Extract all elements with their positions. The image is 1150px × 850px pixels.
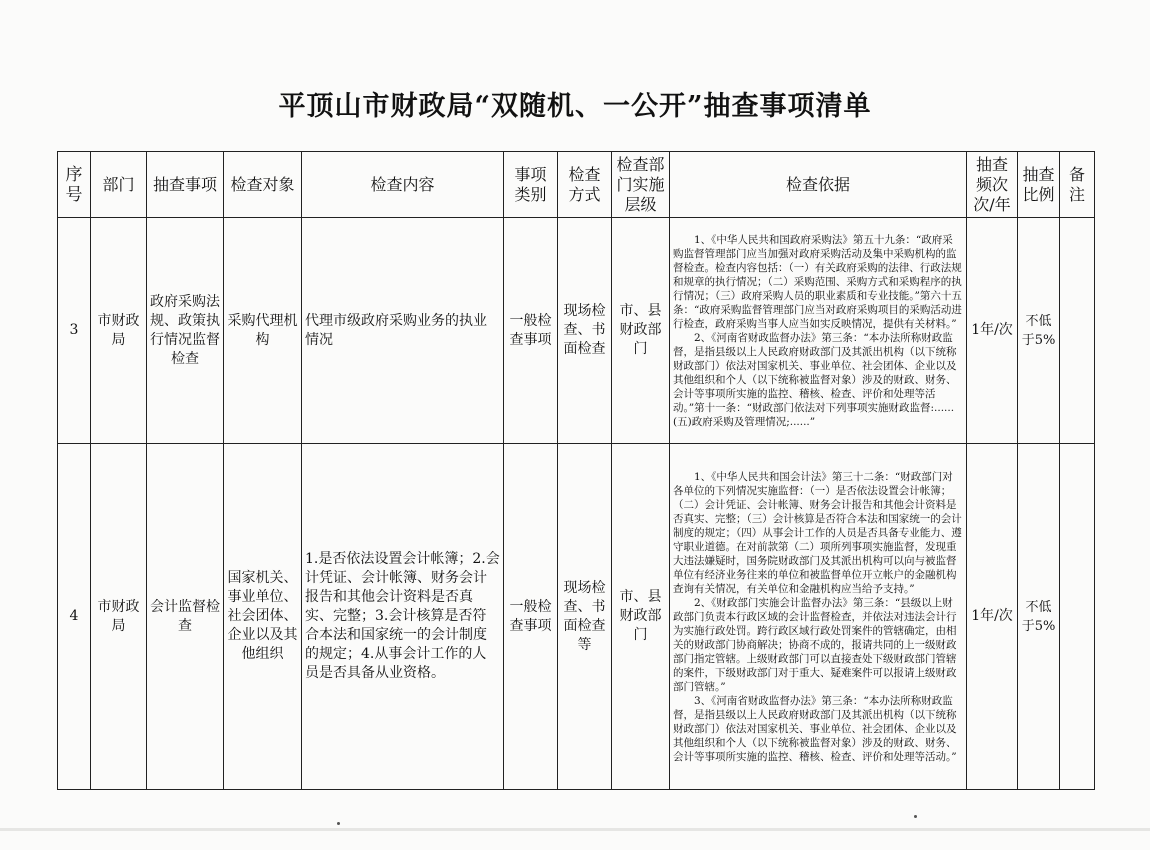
scan-speck <box>337 822 340 825</box>
row-category: 一般检查事项 <box>504 218 558 444</box>
basis-paragraph: 1、《中华人民共和国政府采购法》第五十九条：“政府采购监督管理部门应当加强对政府采购活动及集中采购机构的监督检查。检查内容包括：（一）有关政府采购的法律、行政法规和规章的执行情况；（二）采购范围、采购方式和采购程序的执行情况；（三）政府采购人员的职业素质和专业技能。”第六十五条：“政府采购监督管理部门应当对政府采购项目的采购活动进行检查，政府采购当事人应当如实反映情况，提供有关材料。” <box>673 233 962 330</box>
row-content: 代理市级政府采购业务的执业情况 <box>302 218 504 444</box>
header-method: 检查方式 <box>558 152 612 218</box>
row-method: 现场检查、书面检查 <box>558 218 612 444</box>
row-dept: 市财政局 <box>91 218 147 444</box>
header-remark: 备注 <box>1060 152 1095 218</box>
header-frequency: 抽查频次次/年 <box>967 152 1018 218</box>
row-frequency: 1年/次 <box>967 218 1018 444</box>
row-seq: 4 <box>58 444 91 790</box>
row-item: 会计监督检查 <box>147 444 224 790</box>
table-row <box>58 444 1095 790</box>
header-content: 检查内容 <box>302 152 504 218</box>
table-row <box>58 218 1095 444</box>
basis-paragraph: 2、《河南省财政监督办法》第三条：“本办法所称财政监督，是指县级以上人民政府财政部门及其派出机构（以下统称财政部门）依法对国家机关、事业单位、社会团体、企业以及其他组织和个人（以下统称被监督对象）涉及的财政、财务、会计等事项所实施的监控、稽核、检查、评价和处理等活动。”第十一条：“财政部门依法对下列事项实施财政监督:......(五)政府采购及管理情况;......” <box>673 331 957 428</box>
row-dept: 市财政局 <box>91 444 147 790</box>
row-target: 国家机关、事业单位、社会团体、企业以及其他组织 <box>224 444 302 790</box>
header-basis: 检查依据 <box>670 152 967 218</box>
header-level: 检查部门实施层级 <box>612 152 670 218</box>
row-content: 1.是否依法设置会计帐簿；2.会计凭证、会计帐簿、财务会计报告和其他会计资料是否真实、完整；3.会计核算是否符合本法和国家统一的会计制度的规定；4.从事会计工作的人员是否具备从业资格。 <box>302 444 504 790</box>
row-frequency: 1年/次 <box>967 444 1018 790</box>
row-remark <box>1060 444 1095 790</box>
basis-paragraph: 1、《中华人民共和国会计法》第三十二条：“财政部门对各单位的下列情况实施监督：（一）是否依法设置会计帐簿；（二）会计凭证、会计帐簿、财务会计报告和其他会计资料是否真实、完整；（三）会计核算是否符合本法和国家统一的会计制度的规定；（四）从事会计工作的人员是否具备专业能力、遵守职业道德。在对前款第（二）项所列事项实施监督，发现重大违法嫌疑时，国务院财政部门及其派出机构可以向与被监督单位有经济业务往来的单位和被监督单位开立帐户的金融机构查询有关情况，有关单位和金融机构应当给予支持。” <box>673 470 962 595</box>
row-basis <box>670 218 967 444</box>
page-title: 平顶山市财政局“双随机、一公开”抽查事项清单 <box>278 91 872 122</box>
row-level: 市、县财政部门 <box>612 444 670 790</box>
basis-paragraph: 2、《财政部门实施会计监督办法》第三条：“县级以上财政部门负责本行政区域的会计监督检查，并依法对违法会计行为实施行政处罚。跨行政区域行政处罚案件的管辖确定，由相关的财政部门协商解决；协商不成的，报请共同的上一级财政部门指定管辖。上级财政部门可以直接查处下级财政部门管辖的案件，下级财政部门对于重大、疑难案件可以报请上级财政部门管辖。” <box>673 596 957 693</box>
header-item: 抽查事项 <box>147 152 224 218</box>
inspection-table <box>57 151 1095 790</box>
header-category: 事项类别 <box>504 152 558 218</box>
row-method: 现场检查、书面检查等 <box>558 444 612 790</box>
header-ratio: 抽查比例 <box>1018 152 1060 218</box>
scan-speck <box>914 815 917 818</box>
basis-paragraph: 3、《河南省财政监督办法》第三条：“本办法所称财政监督，是指县级以上人民政府财政部门及其派出机构（以下统称财政部门）依法对国家机关、事业单位、社会团体、企业以及其他组织和个人（以下统称被监督对象）涉及的财政、财务、会计等事项所实施的监控、稽核、检查、评价和处理等活动。” <box>673 694 957 763</box>
row-level: 市、县财政部门 <box>612 218 670 444</box>
header-dept: 部门 <box>91 152 147 218</box>
row-category: 一般检查事项 <box>504 444 558 790</box>
row-ratio: 不低于5% <box>1018 218 1060 444</box>
header-target: 检查对象 <box>224 152 302 218</box>
row-ratio: 不低于5% <box>1018 444 1060 790</box>
row-item: 政府采购法规、政策执行情况监督检查 <box>147 218 224 444</box>
table-header-row <box>58 152 1095 218</box>
row-target: 采购代理机构 <box>224 218 302 444</box>
header-seq: 序号 <box>58 152 91 218</box>
scan-shadow-line <box>0 828 1150 831</box>
row-basis <box>670 444 967 790</box>
row-seq: 3 <box>58 218 91 444</box>
row-remark <box>1060 218 1095 444</box>
